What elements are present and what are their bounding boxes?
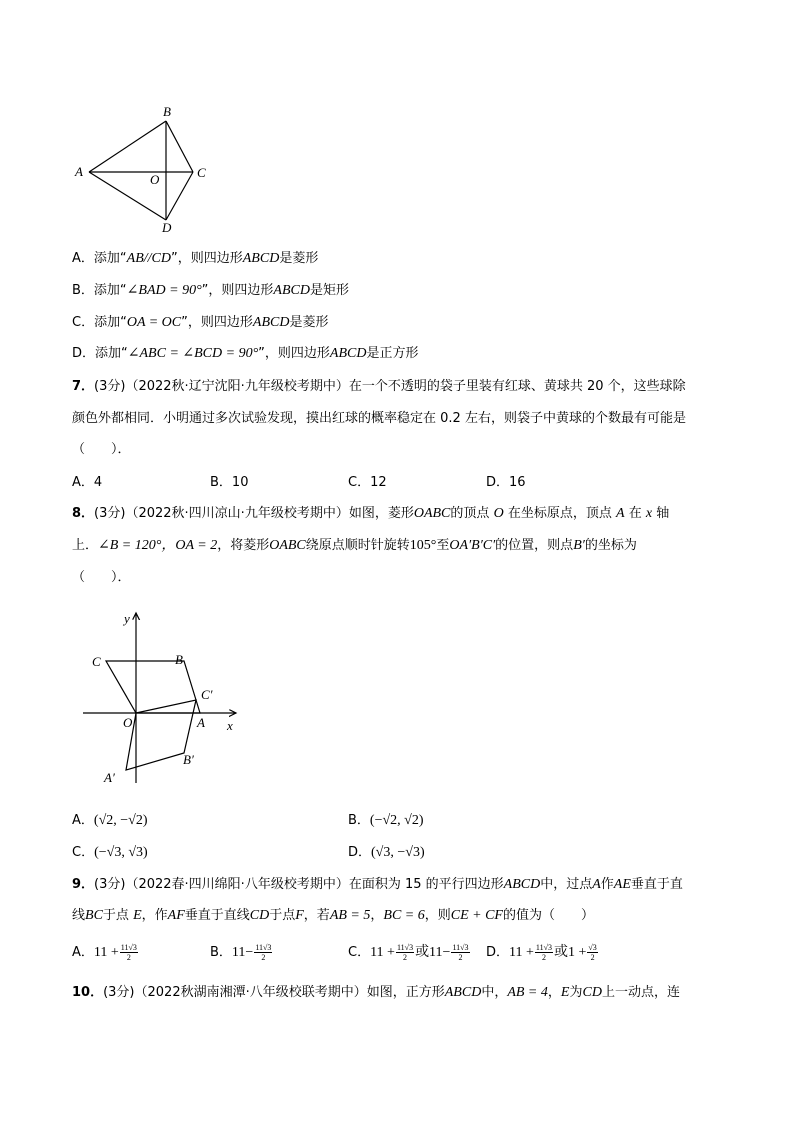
label-c-prime: C′ [201, 687, 213, 702]
label-b: B [163, 104, 171, 119]
q7-line-2: 颜色外都相同．小明通过多次试验发现，摸出红球的概率稳定在 0.2 左右，则袋子中黄球的个数最有可能是 [72, 411, 686, 426]
q7-line-1: 7．(3分)（2022秋·辽宁沈阳·九年级校考期中）在一个不透明的袋子里装有红球、黄球共 20 个，这些球除 [72, 379, 686, 394]
q6-option-a: A．添加“AB//CD”，则四边形ABCD是菱形 [72, 251, 319, 266]
label-c: C [92, 654, 101, 669]
q6-option-b: B．添加“∠BAD = 90°”，则四边形ABCD是矩形 [72, 283, 349, 298]
segment-ab [89, 121, 166, 172]
rhombus-oabc [106, 661, 200, 713]
label-b: B [175, 652, 183, 667]
q8-option-a: A．(√2, −√2) [72, 813, 148, 828]
segment-cd [166, 172, 193, 220]
q7-option-d: D．16 [486, 475, 526, 490]
quadrilateral-figure [70, 100, 220, 240]
q8-option-c: C．(−√3, √3) [72, 845, 148, 860]
q10-line-1: 10．(3分)（2022秋湖南湘潭·八年级校联考期中）如图，正方形ABCD中，AB = 4，E为CD上一动点，连 [72, 985, 680, 1000]
q9-option-d: D．11 + $\frac{11√3}{2}$ 或1 + $\frac{√3}{2}$ [486, 943, 597, 962]
q7-option-b: B．10 [210, 475, 249, 490]
q9-line-2: 线BC于点 E，作AF垂直于直线CD于点F，若AB = 5，BC = 6，则CE + CF的值为（ ） [72, 908, 594, 923]
label-b-prime: B′ [183, 752, 194, 767]
q9-option-c: C．11 + $\frac{11√3}{2}$ 或11− $\frac{11√3}{2}$ [348, 943, 469, 962]
label-c: C [197, 165, 206, 180]
label-o: O [123, 715, 133, 730]
label-a-prime: A′ [104, 770, 115, 785]
q8-line-1: 8．(3分)（2022秋·四川凉山·九年级校考期中）如图，菱形OABC的顶点 O 在坐标原点，顶点 A 在 x 轴 [72, 506, 670, 521]
label-a: A [197, 715, 205, 730]
q7-option-a: A．4 [72, 475, 103, 490]
q8-option-b: B．(−√2, √2) [348, 813, 424, 828]
segment-bc [166, 121, 193, 172]
q9-line-1: 9．(3分)（2022春·四川绵阳·八年级校考期中）在面积为 15 的平行四边形ABCD中，过点A作AE垂直于直 [72, 877, 683, 892]
axis-label-y: y [124, 611, 130, 626]
q9-option-b: B．11− $\frac{11√3}{2}$ [210, 943, 272, 962]
q7-line-3: （ ）． [72, 442, 131, 457]
axis-label-x: x [227, 718, 233, 733]
q6-option-d: D．添加“∠ABC = ∠BCD = 90°”，则四边形ABCD是正方形 [72, 346, 419, 361]
q8-line-2: 上．∠B = 120°，OA = 2，将菱形OABC绕原点顺时针旋转105°至OA′B′C′的位置，则点B′的坐标为 [72, 538, 637, 553]
q8-line-3: （ ）． [72, 570, 131, 585]
rhombus-rotation-figure [78, 605, 248, 790]
label-d: D [162, 220, 172, 235]
q6-option-c: C．添加“OA = OC”，则四边形ABCD是菱形 [72, 315, 329, 330]
q7-option-c: C．12 [348, 475, 387, 490]
label-a: A [75, 164, 83, 179]
q9-option-a: A．11 + $\frac{11√3}{2}$ [72, 943, 137, 962]
q8-option-d: D．(√3, −√3) [348, 845, 425, 860]
label-o: O [150, 172, 160, 187]
